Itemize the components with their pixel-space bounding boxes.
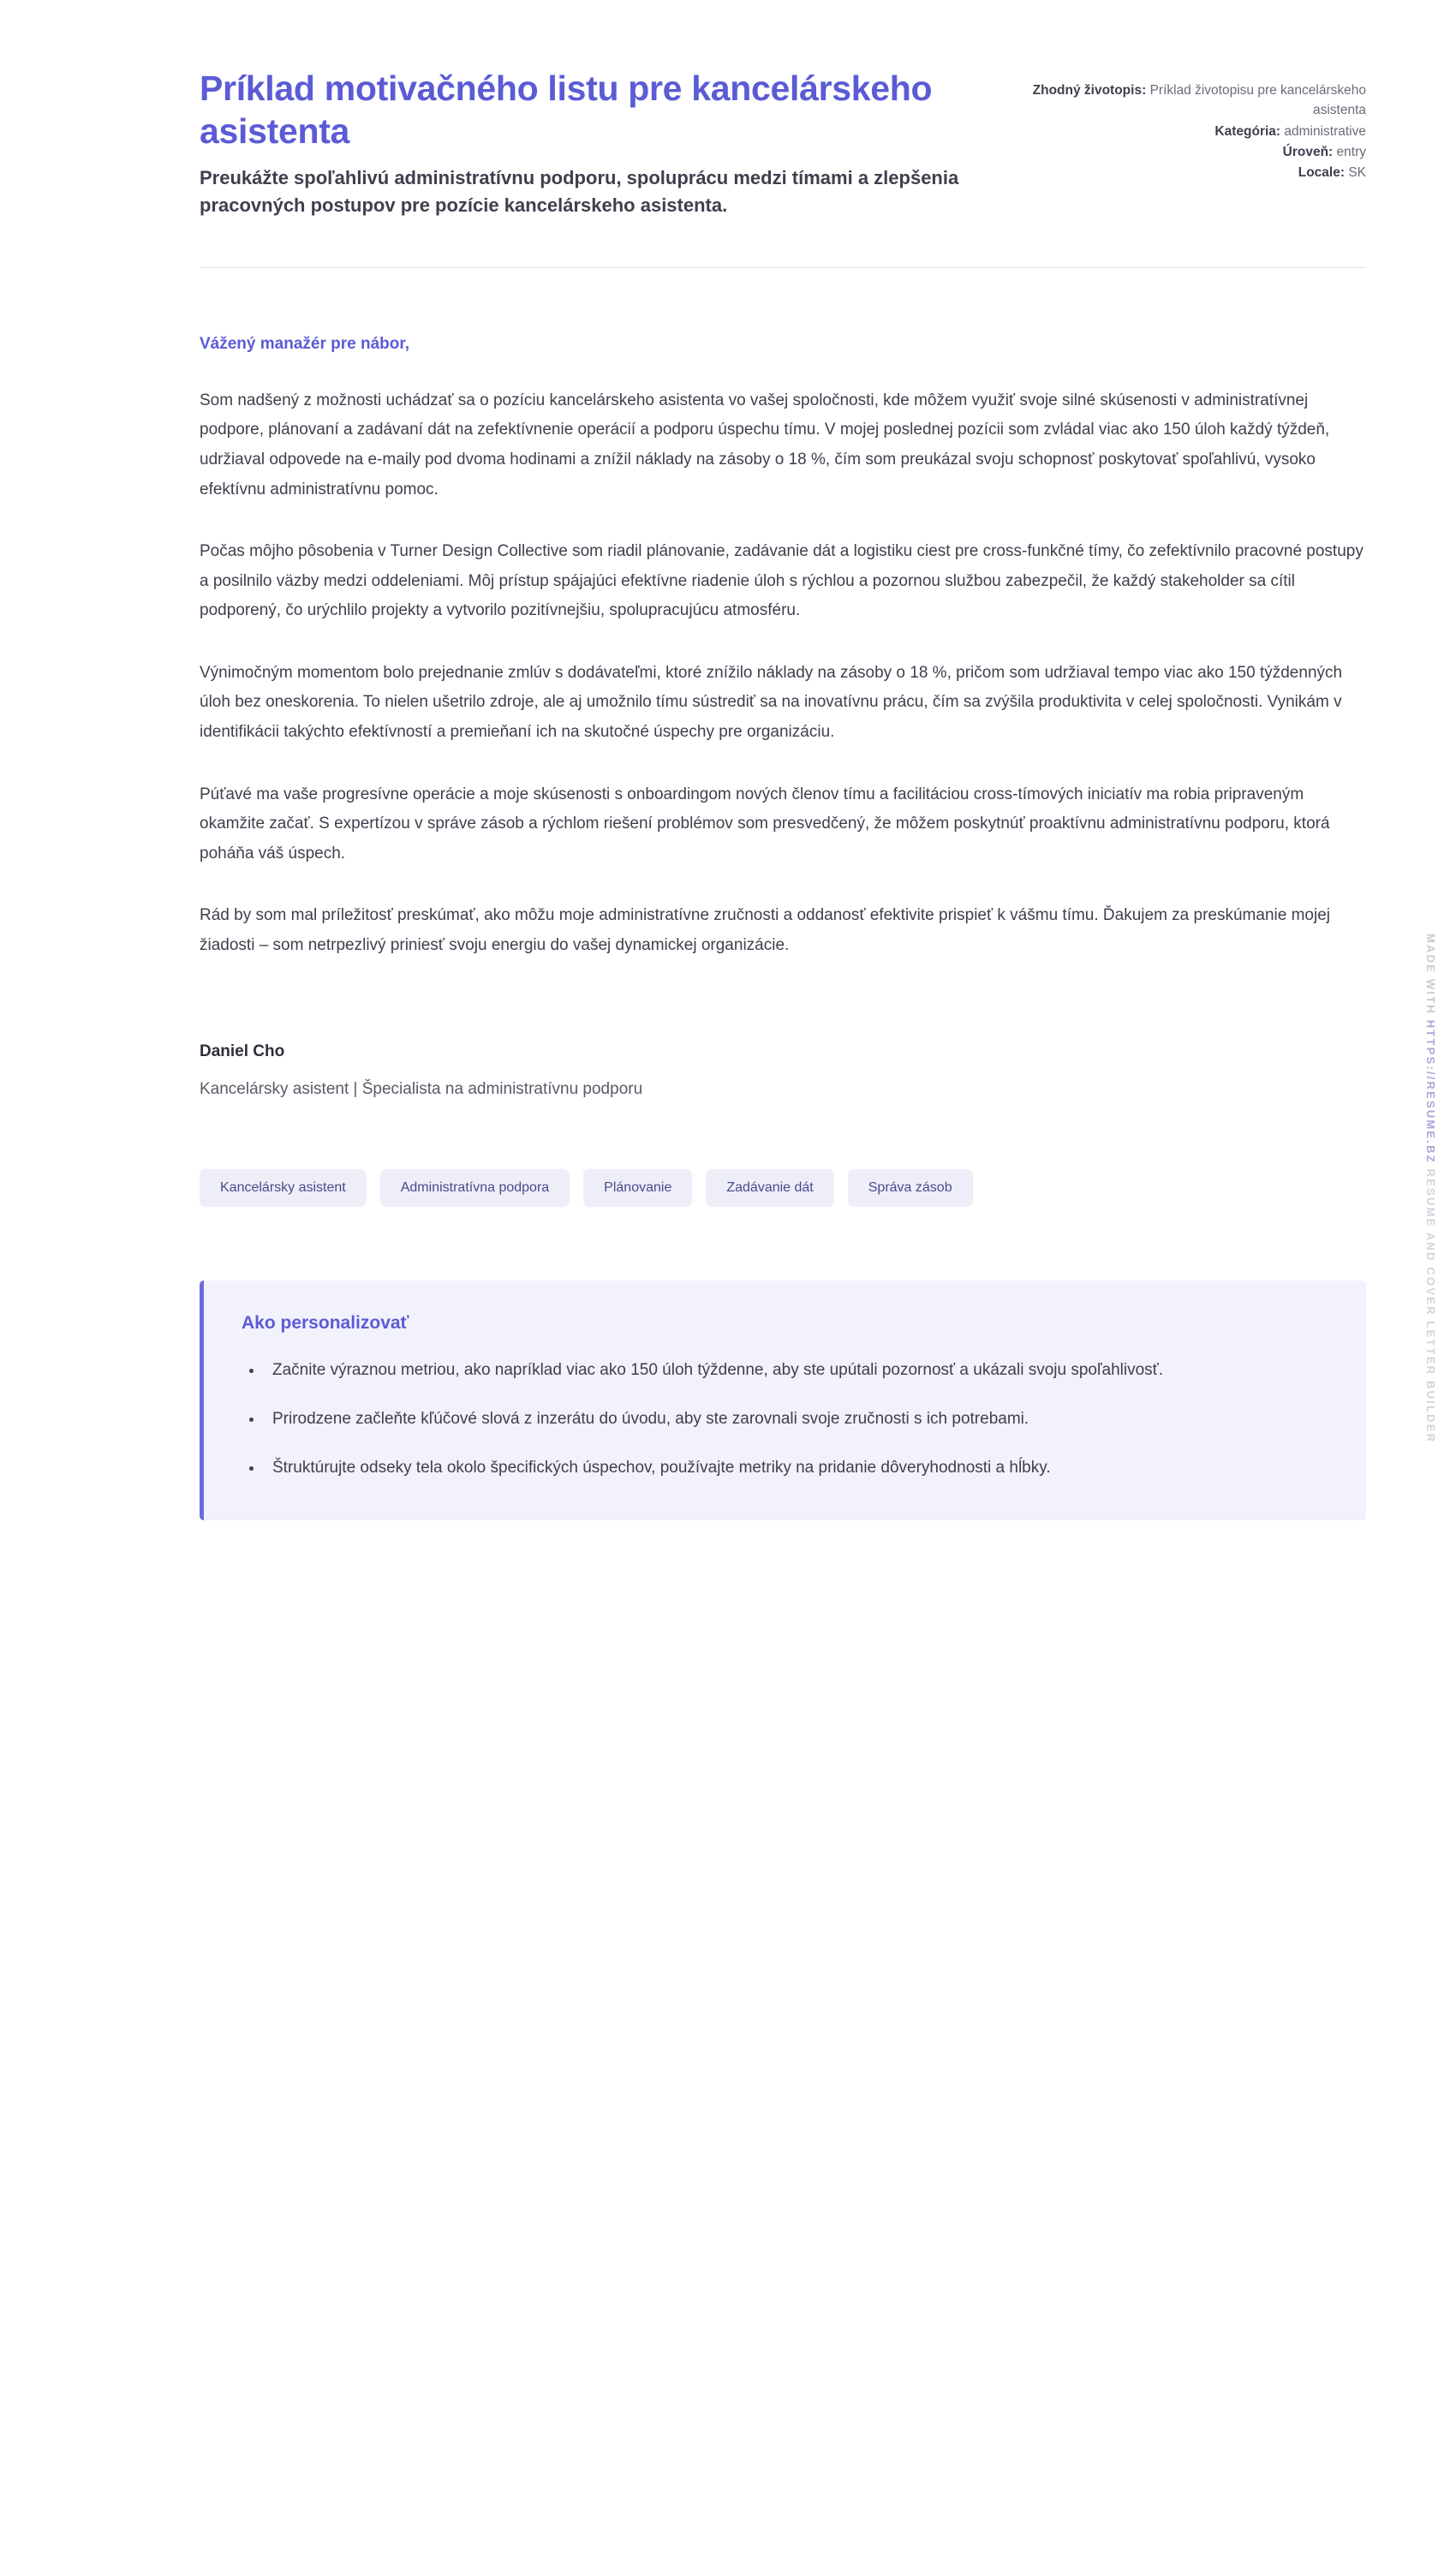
meta-label-locale: Locale: bbox=[1298, 165, 1345, 180]
callout-list bbox=[242, 1356, 1328, 1483]
meta-value-category: administrative bbox=[1284, 123, 1366, 139]
header-divider bbox=[200, 267, 1366, 268]
letter-signature bbox=[200, 1042, 1366, 1099]
header-text-block bbox=[200, 67, 988, 219]
callout-list-item: • Štruktúrujte odseky tela okolo špecifických úspechov, používajte metriky na pridanie dôveryhodnosti a hĺbky. bbox=[264, 1454, 1328, 1484]
keyword-tag-list bbox=[200, 1169, 1366, 1207]
made-with-watermark bbox=[1424, 934, 1437, 1443]
signature-role: Kancelársky asistent | Špecialista na administratívnu podporu bbox=[200, 1080, 643, 1099]
meta-row-category bbox=[1022, 122, 1366, 141]
meta-label-category: Kategória: bbox=[1214, 123, 1281, 139]
meta-row-level bbox=[1022, 142, 1366, 162]
callout-list-item: • Začnite výraznou metriou, ako napríklad viac ako 150 úloh týždenne, aby ste upútali pozornosť a ukázali svoju spoľahlivosť. bbox=[264, 1356, 1328, 1386]
meta-row-locale bbox=[1022, 163, 1366, 182]
signature-name: Daniel Cho bbox=[200, 1042, 285, 1061]
meta-label-level: Úroveň: bbox=[1282, 144, 1334, 159]
meta-value-locale: SK bbox=[1348, 165, 1366, 180]
letter-salutation: Vážený manažér pre nábor, bbox=[200, 334, 409, 353]
keyword-tag[interactable]: Administratívna podpora bbox=[380, 1169, 570, 1207]
letter-paragraph: Rád by som mal príležitosť preskúmať, ako môžu moje administratívne zručnosti a oddanosť efektivite prispieť k vášmu tímu. Ďakujem za preskúmanie mojej žiadosti – som netrpezlivý priniesť svoju energiu do vašej dynamickej organizácie. bbox=[200, 906, 1330, 954]
callout-list-item: • Prirodzene začleňte kľúčové slová z inzerátu do úvodu, aby ste zarovnali svoje zručnosti s ich potrebami. bbox=[264, 1405, 1328, 1435]
meta-label-matching-resume: Zhodný životopis: bbox=[1032, 83, 1147, 98]
meta-value-level: entry bbox=[1336, 144, 1366, 159]
watermark-link[interactable]: HTTPS://RESUME.BZ bbox=[1424, 1019, 1437, 1164]
meta-value-matching-resume: Príklad životopisu pre kancelárskeho asistenta bbox=[1149, 83, 1366, 118]
watermark-prefix: MADE WITH bbox=[1424, 934, 1437, 1015]
keyword-tag[interactable]: Plánovanie bbox=[583, 1169, 692, 1207]
page-subtitle: Preukážte spoľahlivú administratívnu podporu, spoluprácu medzi tímami a zlepšenia pracovných postupov pre pozície kancelárskeho asistenta. bbox=[200, 167, 959, 216]
watermark-tail: RESUME AND COVER LETTER BUILDER bbox=[1424, 1168, 1437, 1444]
keyword-tag[interactable]: Kancelársky asistent bbox=[200, 1169, 367, 1207]
document-header bbox=[73, 67, 1383, 219]
meta-row-matching-resume bbox=[1022, 81, 1366, 121]
letter-paragraph: Púťavé ma vaše progresívne operácie a moje skúsenosti s onboardingom nových členov tímu a facilitáciou cross-tímových iniciatív ma robia pripraveným okamžite začať. S expertízou v správe zásob a rýchlom riešení problémov som presvedčený, že môžem poskytnúť proaktívnu administratívnu podporu, ktorá poháňa váš úspech. bbox=[200, 785, 1330, 863]
personalization-tips-callout bbox=[200, 1281, 1366, 1520]
page-title: Príklad motivačného listu pre kancelárskeho asistenta bbox=[200, 69, 933, 152]
letter-paragraph: Počas môjho pôsobenia v Turner Design Collective som riadil plánovanie, zadávanie dát a logistiku ciest pre cross-funkčné tímy, čo zefektívnilo pracovné postupy a posilnilo väzby medzi oddeleniami. Môj prístup spájajúci efektívne riadenie úloh s rýchlou a pozornou službou zabezpečil, že každý stakeholder sa cítil podporený, čo urýchlilo projekty a vytvorilo pozitívnejšiu, spolupracujúcu atmosféru. bbox=[200, 542, 1364, 620]
document-sheet bbox=[73, 0, 1383, 1615]
cover-letter-body bbox=[73, 335, 1383, 1615]
letter-paragraph: Výnimočným momentom bolo prejednanie zmlúv s dodávateľmi, ktoré znížilo náklady na zásoby o 18 %, pričom som udržiaval tempo viac ako 150 týždenných úloh bez oneskorenia. To nielen ušetrilo zdroje, ale aj umožnilo tímu sústrediť sa na inovatívnu prácu, čím sa zvýšila produktivita v celej spoločnosti. Vynikám v identifikácii takýchto efektívností a premieňaní ich na skutočné úspechy pre organizáciu. bbox=[200, 663, 1343, 742]
callout-title: Ako personalizovať bbox=[242, 1313, 409, 1334]
document-metadata bbox=[1022, 67, 1366, 183]
letter-paragraph: Som nadšený z možnosti uchádzať sa o pozíciu kancelárskeho asistenta vo vašej spoločnosti, kde môžem využiť svoje silné skúsenosti v administratívnej podpore, plánovaní a zadávaní dát na zefektívnenie operácií a podporu úspechu tímu. V mojej poslednej pozícii som zvládal viac ako 150 úloh každý týždeň, udržiaval odpovede na e-maily pod dvoma hodinami a znížil náklady na zásoby o 18 %, čím som preukázal svoju schopnosť poskytovať spoľahlivú, vysoko efektívnu administratívnu pomoc. bbox=[200, 391, 1330, 498]
keyword-tag[interactable]: Zadávanie dát bbox=[706, 1169, 833, 1207]
keyword-tag[interactable]: Správa zásob bbox=[848, 1169, 973, 1207]
bottom-spacer bbox=[200, 1520, 1366, 1615]
